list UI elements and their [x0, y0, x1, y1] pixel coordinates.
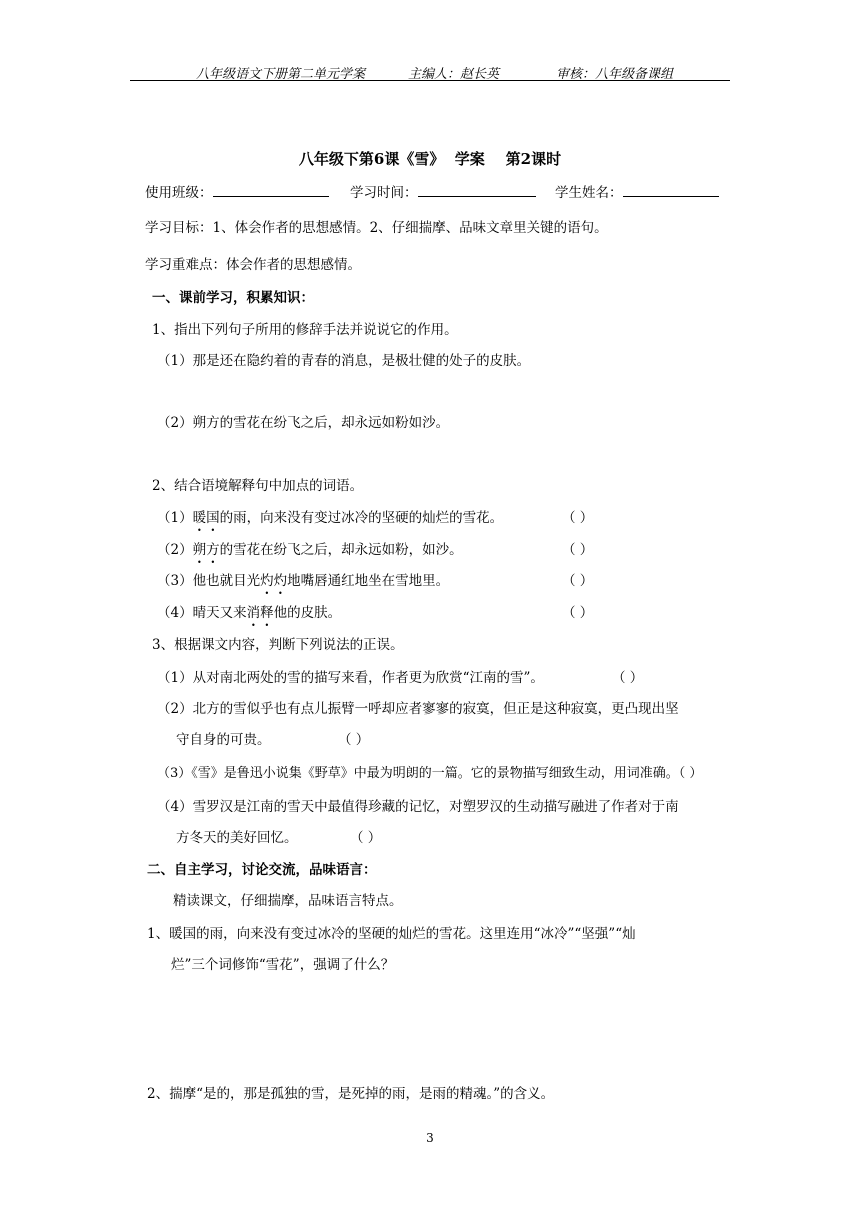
- q3-item-2-line2: 守自身的可贵。: [176, 732, 271, 748]
- page-number: 3: [426, 1131, 434, 1145]
- q3-blank-4[interactable]: （ ）: [350, 830, 382, 846]
- class-field: [145, 181, 329, 201]
- s2-q1-line2: 烂”三个词修饰“雪花”，强调了什么？: [171, 957, 395, 973]
- q3-item-1: （1）从对南北两处的雪的描写来看，作者更为欣赏“江南的雪”。: [157, 670, 544, 686]
- q2-blank-3[interactable]: （ ）: [562, 573, 594, 589]
- time-blank[interactable]: [418, 182, 536, 197]
- s2-q2: 2、揣摩“是的，那是孤独的雪，是死掉的雨，是雨的精魂。”的含义。: [147, 1086, 555, 1102]
- header-editor: 主编人：赵长英: [408, 67, 500, 82]
- s2-q1-line1: 1、暖国的雨，向来没有变过冰冷的坚硬的灿烂的雪花。这里连用“冰冷”“坚强”“灿: [147, 926, 636, 942]
- name-blank[interactable]: [623, 182, 719, 197]
- name-label: 学生姓名：: [555, 185, 623, 201]
- q3-item-4-line2: 方冬天的美好回忆。: [176, 830, 298, 846]
- q1-item-1: （1）那是还在隐约着的青春的消息，是极壮健的处子的皮肤。: [157, 353, 531, 369]
- q1-item-2: （2）朔方的雪花在纷飞之后，却永远如粉如沙。: [157, 415, 450, 431]
- q3-blank-1[interactable]: （ ）: [612, 670, 644, 686]
- q2-item-3: （3）他也就目光灼灼地嘴唇通红地坐在雪地里。: [157, 573, 450, 589]
- header-course: 八年级语文下册第二单元学案: [196, 67, 366, 82]
- time-field: [350, 181, 536, 201]
- q2-item-1: （1）暖国的雨，向来没有变过冰冷的坚硬的灿烂的雪花。: [157, 510, 504, 526]
- section2-intro: 精读课文，仔细揣摩，品味语言特点。: [173, 893, 403, 909]
- header-reviewer: 审核：八年级备课组: [556, 67, 674, 82]
- q2-item-2: （2）朔方的雪花在纷飞之后，却永远如粉，如沙。: [157, 542, 463, 558]
- q3-prompt: 3、根据课文内容，判断下列说法的正误。: [152, 637, 404, 653]
- q3-item-3: （3）《雪》是鲁迅小说集《野草》中最为明朗的一篇。它的景物描写细致生动，用词准确。（ ）: [157, 766, 703, 781]
- section1-heading: 一、课前学习，积累知识：: [152, 290, 314, 306]
- header-rule: [130, 80, 730, 81]
- page-title: 八年级下第6课《雪》 学案 第2课时: [298, 150, 562, 168]
- time-label: 学习时间：: [350, 185, 418, 201]
- q3-item-4-line1: （4）雪罗汉是江南的雪天中最值得珍藏的记忆，对塑罗汉的生动描写融进了作者对于南: [157, 799, 679, 815]
- q1-prompt: 1、指出下列句子所用的修辞手法并说说它的作用。: [152, 322, 458, 338]
- learning-difficulty: 学习重难点：体会作者的思想感情。: [145, 257, 361, 273]
- learning-goals: 学习目标：1、体会作者的思想感情。2、仔细揣摩、品味文章里关键的语句。: [145, 220, 608, 236]
- class-label: 使用班级：: [145, 185, 213, 201]
- section2-heading: 二、自主学习，讨论交流，品味语言：: [147, 862, 377, 878]
- q2-blank-1[interactable]: （ ）: [562, 510, 594, 526]
- q2-item-4: （4）晴天又来消释他的皮肤。: [157, 605, 342, 621]
- q3-item-2-line1: （2）北方的雪似乎也有点儿振臂一呼却应者寥寥的寂寞，但正是这种寂寞，更凸现出坚: [157, 701, 679, 717]
- q2-blank-2[interactable]: （ ）: [562, 542, 594, 558]
- class-blank[interactable]: [213, 182, 329, 197]
- q2-prompt: 2、结合语境解释句中加点的词语。: [152, 478, 364, 494]
- q3-blank-2[interactable]: （ ）: [338, 732, 370, 748]
- q2-blank-4[interactable]: （ ）: [562, 605, 594, 621]
- name-field: [555, 181, 719, 201]
